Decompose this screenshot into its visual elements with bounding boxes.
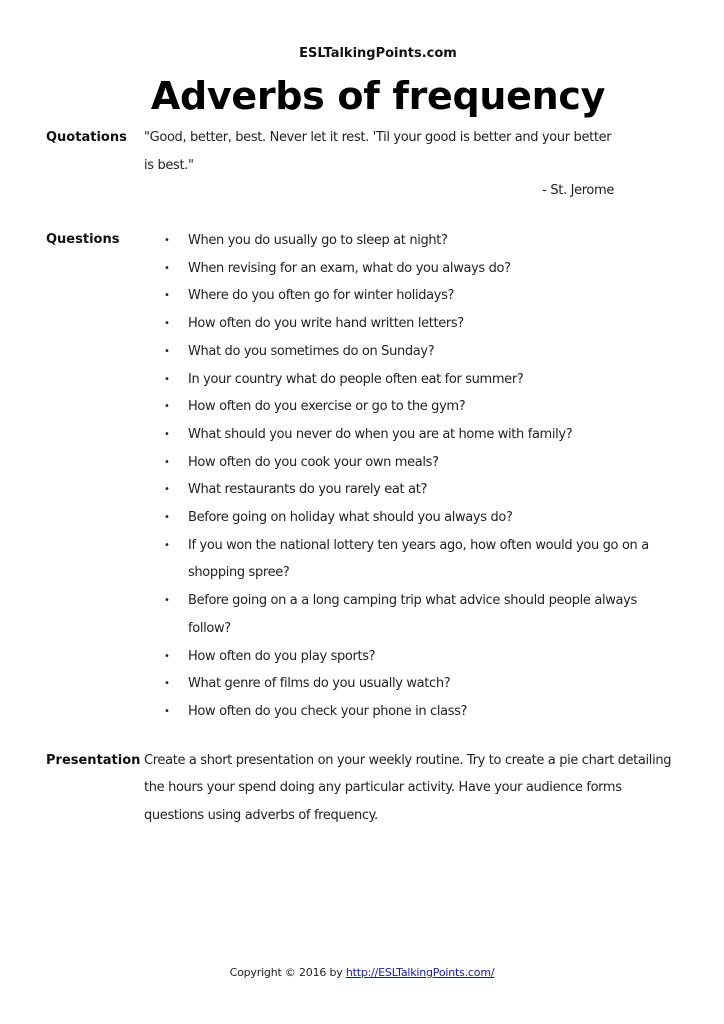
question-text: What should you never do when you are at home with family? — [188, 426, 573, 442]
bullet-icon: • — [164, 345, 170, 357]
bullet-icon: • — [164, 595, 170, 607]
bullet-icon: • — [164, 539, 170, 551]
list-item — [164, 532, 664, 587]
site-name: ESLTalkingPoints.com — [299, 46, 457, 61]
bullet-icon: • — [164, 235, 170, 246]
bullet-icon: • — [164, 290, 170, 302]
list-item — [164, 643, 664, 671]
question-text: Before going on a a long camping trip what advice should people always follow? — [188, 593, 637, 636]
bullet-icon: • — [164, 705, 170, 717]
question-text: How often do you check your phone in class? — [188, 703, 468, 719]
quotation-text: "Good, better, best. Never let it rest. 'Til your good is better and your better is best." — [144, 130, 612, 173]
question-text: How often do you exercise or go to the gym? — [188, 399, 466, 415]
list-item — [164, 227, 664, 255]
question-text: What genre of films do you usually watch? — [188, 676, 451, 692]
bullet-icon: • — [164, 650, 170, 662]
list-item — [164, 282, 664, 310]
question-text: When you do usually go to sleep at night? — [188, 233, 448, 248]
bullet-icon: • — [164, 318, 170, 330]
list-item — [164, 338, 664, 366]
bullet-icon: • — [164, 373, 170, 385]
bullet-icon: • — [164, 484, 170, 496]
questions-list — [164, 227, 664, 726]
copyright-text: Copyright © 2016 by — [229, 966, 346, 979]
question-text: Before going on holiday what should you always do? — [188, 510, 513, 526]
bullet-icon: • — [164, 428, 170, 440]
presentation-label: Presentation — [46, 753, 141, 768]
bullet-icon: • — [164, 456, 170, 468]
bullet-icon: • — [164, 262, 170, 274]
questions-label: Questions — [46, 232, 120, 247]
list-item — [164, 587, 664, 642]
list-item — [164, 670, 664, 698]
bullet-icon: • — [164, 512, 170, 524]
question-text: How often do you write hand written letters? — [188, 316, 464, 332]
question-text: In your country what do people often eat for summer? — [188, 371, 524, 387]
list-item — [164, 393, 664, 421]
list-item — [164, 255, 664, 283]
list-item — [164, 310, 664, 338]
question-text: What do you sometimes do on Sunday? — [188, 343, 435, 359]
list-item — [164, 449, 664, 477]
question-text: What restaurants do you rarely eat at? — [188, 482, 427, 498]
bullet-icon: • — [164, 401, 170, 413]
bullet-icon: • — [164, 678, 170, 690]
list-item — [164, 504, 664, 532]
page-title: Adverbs of frequency — [150, 74, 606, 118]
question-text: How often do you cook your own meals? — [188, 454, 439, 470]
footer — [0, 966, 724, 979]
presentation-text: Create a short presentation on your weekly routine. Try to create a pie chart detailing the hours your spend doing any particular activity. Have your audience forms questions using adverbs of frequency. — [144, 753, 672, 823]
list-item — [164, 476, 664, 504]
question-text: How often do you play sports? — [188, 648, 376, 664]
question-text: When revising for an exam, what do you always do? — [188, 260, 511, 276]
site-link[interactable]: http://ESLTalkingPoints.com/ — [345, 966, 495, 979]
quotation-author: - St. Jerome — [542, 183, 614, 198]
question-text: If you won the national lottery ten years ago, how often would you go on a shopping spree? — [188, 537, 649, 581]
quotations-label: Quotations — [46, 130, 127, 145]
list-item — [164, 366, 664, 394]
question-text: Where do you often go for winter holidays? — [188, 288, 455, 304]
list-item — [164, 698, 664, 726]
list-item — [164, 421, 664, 449]
